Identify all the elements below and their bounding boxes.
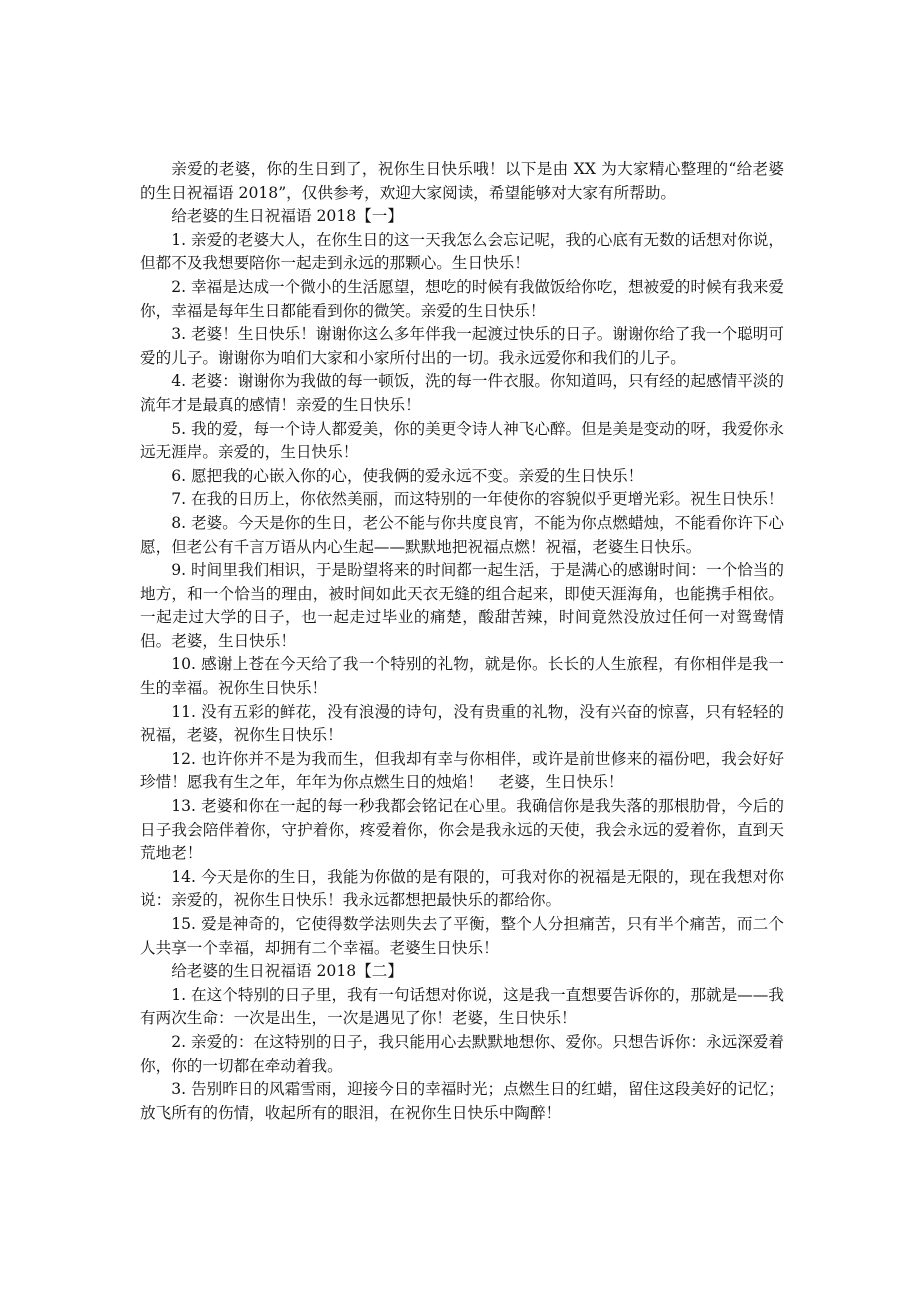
- list-item: 12. 也许你并不是为我而生，但我却有幸与你相伴，或许是前世修来的福份吧，我会好好珍惜！愿我有生之年，年年为你点燃生日的烛焰！ 老婆，生日快乐！: [140, 749, 784, 792]
- list-item: 2. 亲爱的：在这特别的日子，我只能用心去默默地想你、爱你。只想告诉你：永远深爱着你，你的一切都在牵动着我。: [140, 1032, 784, 1075]
- list-item: 5. 我的爱，每一个诗人都爱美，你的美更令诗人神飞心醉。但是美是变动的呀，我爱你永远无涯岸。亲爱的，生日快乐！: [140, 419, 784, 462]
- list-item: 1. 在这个特别的日子里，我有一句话想对你说，这是我一直想要告诉你的，那就是——我有两次生命：一次是出生，一次是遇见了你！老婆，生日快乐！: [140, 985, 784, 1028]
- list-item: 6. 愿把我的心嵌入你的心，使我俩的爱永远不变。亲爱的生日快乐！: [171, 466, 644, 485]
- list-item: 7. 在我的日历上，你依然美丽，而这特别的一年使你的容貌似乎更增光彩。祝生日快乐！: [171, 490, 784, 509]
- list-item: 2. 幸福是达成一个微小的生活愿望，想吃的时候有我做饭给你吃，想被爱的时候有我来爱你，幸福是每年生日都能看到你的微笑。亲爱的生日快乐！: [140, 277, 784, 320]
- list-item: 13. 老婆和你在一起的每一秒我都会铭记在心里。我确信你是我失落的那根肋骨，今后的日子我会陪伴着你，守护着你，疼爱着你，你会是我永远的天使，我会永远的爱着你，直到天荒地老！: [140, 797, 784, 863]
- list-item: 11. 没有五彩的鲜花，没有浪漫的诗句，没有贵重的礼物，没有兴奋的惊喜，只有轻轻的祝福，老婆，祝你生日快乐！: [140, 702, 784, 745]
- list-item: 1. 亲爱的老婆大人，在你生日的这一天我怎么会忘记呢，我的心底有无数的话想对你说，但都不及我想要陪你一起走到永远的那颗心。生日快乐！: [140, 230, 784, 273]
- section-heading-1: 给老婆的生日祝福语 2018【一】: [171, 207, 403, 226]
- list-item: 3. 告别昨日的风霜雪雨，迎接今日的幸福时光；点燃生日的红蜡，留住这段美好的记忆；放飞所有的伤情，收起所有的眼泪，在祝你生日快乐中陶醉！: [140, 1080, 784, 1122]
- section-heading-2: 给老婆的生日祝福语 2018【二】: [171, 962, 403, 981]
- list-item: 4. 老婆：谢谢你为我做的每一顿饭，洗的每一件衣服。你知道吗，只有经的起感情平淡的流年才是最真的感情！亲爱的生日快乐！: [140, 372, 784, 414]
- list-item: 10. 感谢上苍在今天给了我一个特别的礼物，就是你。长长的人生旅程，有你相伴是我一生的幸福。祝你生日快乐！: [140, 655, 784, 698]
- document-body: [140, 158, 784, 1125]
- list-item: 14. 今天是你的生日，我能为你做的是有限的，可我对你的祝福是无限的，现在我想对你说：亲爱的，祝你生日快乐！我永远都想把最快乐的都给你。: [140, 867, 784, 910]
- list-item: 8. 老婆。今天是你的生日，老公不能与你共度良宵，不能为你点燃蜡烛，不能看你许下心愿，但老公有千言万语从内心生起——默默地把祝福点燃！祝福，老婆生日快乐。: [140, 513, 784, 556]
- list-item: 3. 老婆！生日快乐！谢谢你这么多年伴我一起渡过快乐的日子。谢谢你给了我一个聪明可爱的儿子。谢谢你为咱们大家和小家所付出的一切。我永远爱你和我们的儿子。: [140, 325, 784, 367]
- list-item: 9. 时间里我们相识，于是盼望将来的时间都一起生活，于是满心的感谢时间：一个恰当的地方，和一个恰当的理由，被时间如此天衣无缝的组合起来，即使天涯海角，也能携手相依。一起走过大学的日子，也一起走过毕业的痛楚，酸甜苦辣，时间竟然没放过任何一对鸳鸯情侣。老婆，生日快乐！: [140, 561, 784, 650]
- intro-paragraph: 亲爱的老婆，你的生日到了，祝你生日快乐哦！以下是由 XX 为大家精心整理的“给老婆的生日祝福语 2018”，仅供参考，欢迎大家阅读，希望能够对大家有所帮助。: [140, 160, 784, 202]
- list-item: 15. 爱是神奇的，它使得数学法则失去了平衡，整个人分担痛苦，只有半个痛苦，而二个人共享一个幸福，却拥有二个幸福。老婆生日快乐！: [140, 915, 784, 957]
